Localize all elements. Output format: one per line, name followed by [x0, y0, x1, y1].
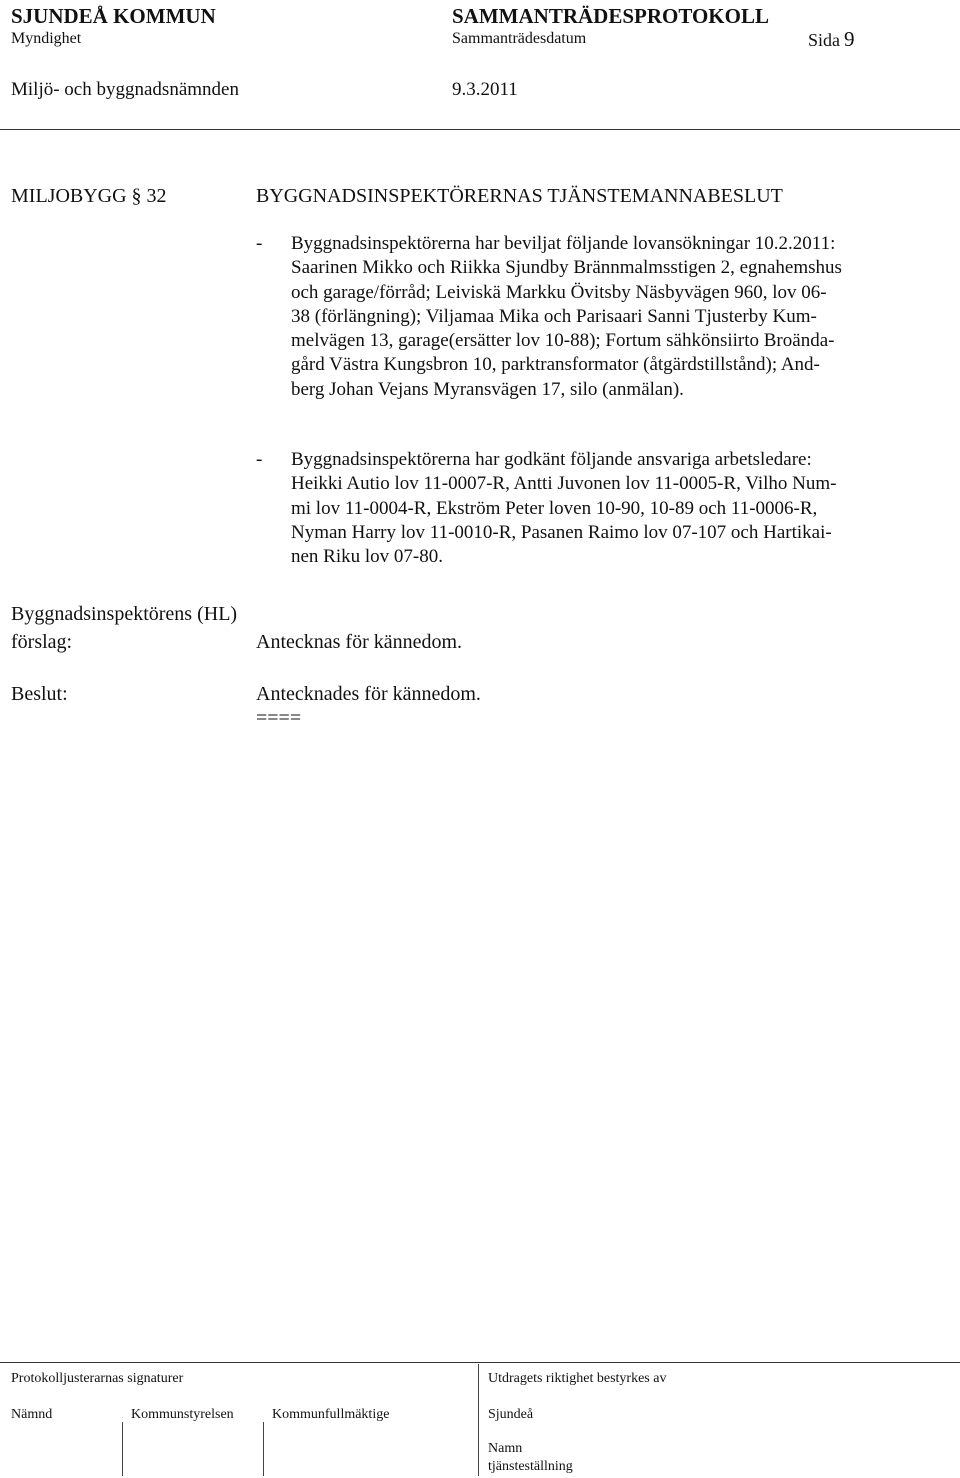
meeting-date: 9.3.2011	[452, 79, 518, 100]
signature-col-kommunstyrelsen: Kommunstyrelsen	[131, 1407, 234, 1422]
proposal-label-line2: förslag:	[11, 631, 73, 653]
page-indicator	[808, 27, 855, 52]
committee-name: Miljö- och byggnadsnämnden	[11, 79, 239, 100]
meeting-date-label: Sammanträdesdatum	[452, 30, 587, 47]
position-label: tjänsteställning	[488, 1459, 573, 1474]
section-title: BYGGNADSINSPEKTÖRERNAS TJÄNSTEMANNABESLUT	[256, 185, 783, 207]
decision-value: Antecknades för kännedom.	[256, 683, 481, 705]
header-divider	[0, 129, 960, 130]
signature-col-kommunfullmaktige: Kommunfullmäktige	[272, 1407, 390, 1422]
page-number: 9	[844, 27, 855, 51]
page-label: Sida	[808, 30, 841, 50]
signature-divider	[478, 1364, 479, 1476]
signatures-label: Protokolljusterarnas signaturer	[11, 1371, 184, 1386]
proposal-value: Antecknas för kännedom.	[256, 631, 463, 653]
list-item-text: Byggnadsinspektörerna har beviljat följande lovansökningar 10.2.2011: Saarinen Mikko och Riikka Sjundby Brännmalmsstigen 2, egnahemshus och garage/förråd; Leiviskä Markku Övitsby Näsbyvägen 960, lov 06- 38 (förlängning); Viljamaa Mika och Parisaari Sanni Tjusterby Kum- melvägen 13, garage(ersätter lov 10-88); Fortum sähkönsiirto Broända- gård Västra Kungsbron 10, parktransformator (åtgärdstillstånd); And- berg Johan Vejans Myransvägen 17, silo (anmälan).	[291, 233, 842, 400]
decision-label: Beslut:	[11, 683, 68, 705]
list-bullet: -	[256, 233, 263, 254]
footer-divider	[0, 1362, 960, 1363]
authority-label: Myndighet	[11, 30, 82, 47]
list-item	[256, 232, 936, 402]
list-item	[256, 448, 936, 569]
signature-divider	[263, 1422, 264, 1476]
organization-name: SJUNDEÅ KOMMUN	[11, 4, 216, 28]
list-bullet: -	[256, 449, 263, 470]
signature-col-namnd: Nämnd	[11, 1407, 53, 1422]
certify-label: Utdragets riktighet bestyrkes av	[488, 1371, 667, 1386]
section-code: MILJOBYGG § 32	[11, 185, 167, 207]
proposal-label-line1: Byggnadsinspektörens (HL)	[11, 603, 238, 625]
protocol-title: SAMMANTRÄDESPROTOKOLL	[452, 4, 769, 28]
end-mark: ====	[256, 707, 302, 729]
list-item-text: Byggnadsinspektörerna har godkänt följande ansvariga arbetsledare: Heikki Autio lov 11-0007-R, Antti Juvonen lov 11-0005-R, Vilho Num- mi lov 11-0004-R, Ekström Peter loven 10-90, 10-89 och 11-0006-R, Nyman Harry lov 11-0010-R, Pasanen Raimo lov 07-107 och Hartikai- nen Riku lov 07-80.	[291, 449, 837, 568]
name-label: Namn	[488, 1441, 523, 1456]
signature-divider	[122, 1422, 123, 1476]
signature-col-sjundea: Sjundeå	[488, 1407, 534, 1422]
